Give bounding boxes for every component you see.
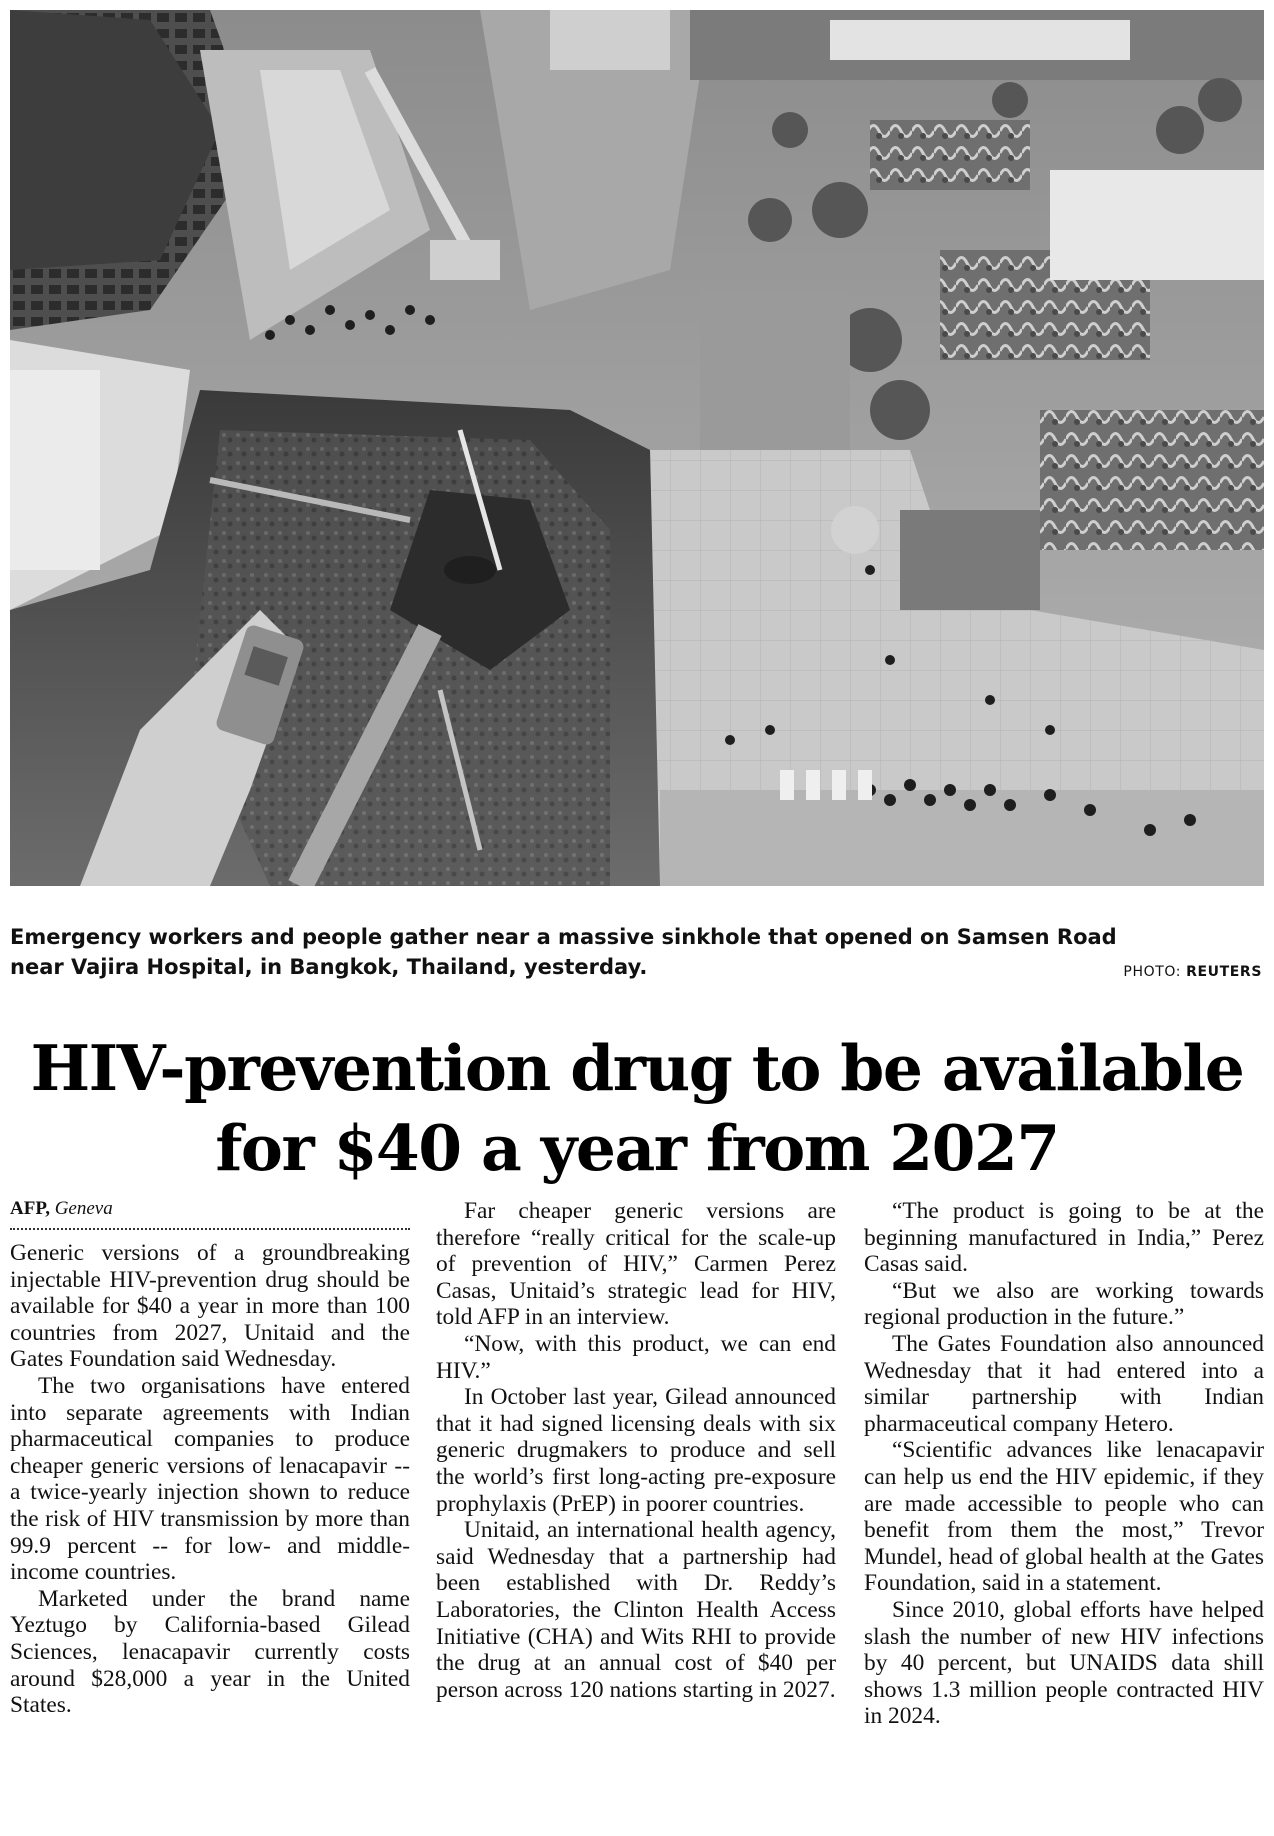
article-paragraph: Generic versions of a groundbreaking injectable HIV-prevention drug should be available for $40 a year in more than 100 countries from 2027, Unitaid and the Gates Foundation said Wednesday. <box>10 1240 410 1373</box>
dateline <box>10 1198 410 1230</box>
article-paragraph: “But we also are working towards regional production in the future.” <box>864 1277 1264 1331</box>
photo-credit <box>1123 964 1262 980</box>
article-paragraph: The Gates Foundation also announced Wednesday that it had entered into a similar partnership with Indian pharmaceutical company Hetero. <box>864 1330 1264 1437</box>
article-paragraph: Far cheaper generic versions are therefore “really critical for the scale-up of prevention of HIV,” Carmen Perez Casas, Unitaid’s strategic lead for HIV, told AFP in an interview. <box>436 1198 836 1331</box>
article-paragraph: Marketed under the brand name Yeztugo by California-based Gilead Sciences, lenacapavir currently costs around $28,000 a year in the United States. <box>10 1585 410 1719</box>
article-paragraph: Unitaid, an international health agency, said Wednesday that a partnership had been established with Dr. Reddy’s Laboratories, the Clinton Health Access Initiative (CHA) and Wits RHI to provide the drug at an annual cost of $40 per person across 120 nations starting in 2027. <box>436 1517 836 1703</box>
article-column-3 <box>864 1198 1264 1730</box>
photo-credit-label: PHOTO: <box>1123 964 1182 980</box>
byline-place: Geneva <box>54 1198 113 1219</box>
photo-credit-source: REUTERS <box>1186 964 1262 980</box>
article-column-1 <box>10 1198 410 1719</box>
news-photo <box>10 10 1264 886</box>
headline-line-1: HIV-prevention drug to be available <box>30 1031 1244 1105</box>
aerial-sinkhole-photo <box>10 10 1264 886</box>
photo-caption: Emergency workers and people gather near a massive sinkhole that opened on Samsen Road near Vajira Hospital, in Bangkok, Thailand, yesterday. <box>10 925 1117 979</box>
article-paragraph: Since 2010, global efforts have helped slash the number of new HIV infections by 40 percent, but UNAIDS data shill shows 1.3 million people contracted HIV in 2024. <box>864 1596 1264 1730</box>
article-paragraph: In October last year, Gilead announced that it had signed licensing deals with six generic drugmakers to produce and sell the world’s first long-acting pre-exposure prophylaxis (PrEP) in poorer countries. <box>436 1384 836 1517</box>
article-paragraph: “Now, with this product, we can end HIV.” <box>436 1330 836 1384</box>
article-paragraph: “The product is going to be at the beginning manufactured in India,” Perez Casas said. <box>864 1198 1264 1278</box>
article-paragraph: The two organisations have entered into separate agreements with Indian pharmaceutical companies to produce cheaper generic versions of lenacapavir -- a twice-yearly injection shown to reduce the risk of HIV transmission by more than 99.9 percent -- for low- and middle-income countries. <box>10 1372 410 1586</box>
headline-line-2: for $40 a year from 2027 <box>215 1111 1059 1185</box>
article-paragraph: “Scientific advances like lenacapavir can help us end the HIV epidemic, if they are made accessible to people who can benefit from them the most,” Trevor Mundel, head of global health at the Gates Foundation, said in a statement. <box>864 1437 1264 1597</box>
article-headline <box>0 1028 1274 1188</box>
byline-agency: AFP, <box>10 1198 50 1219</box>
article-column-2 <box>436 1198 836 1703</box>
